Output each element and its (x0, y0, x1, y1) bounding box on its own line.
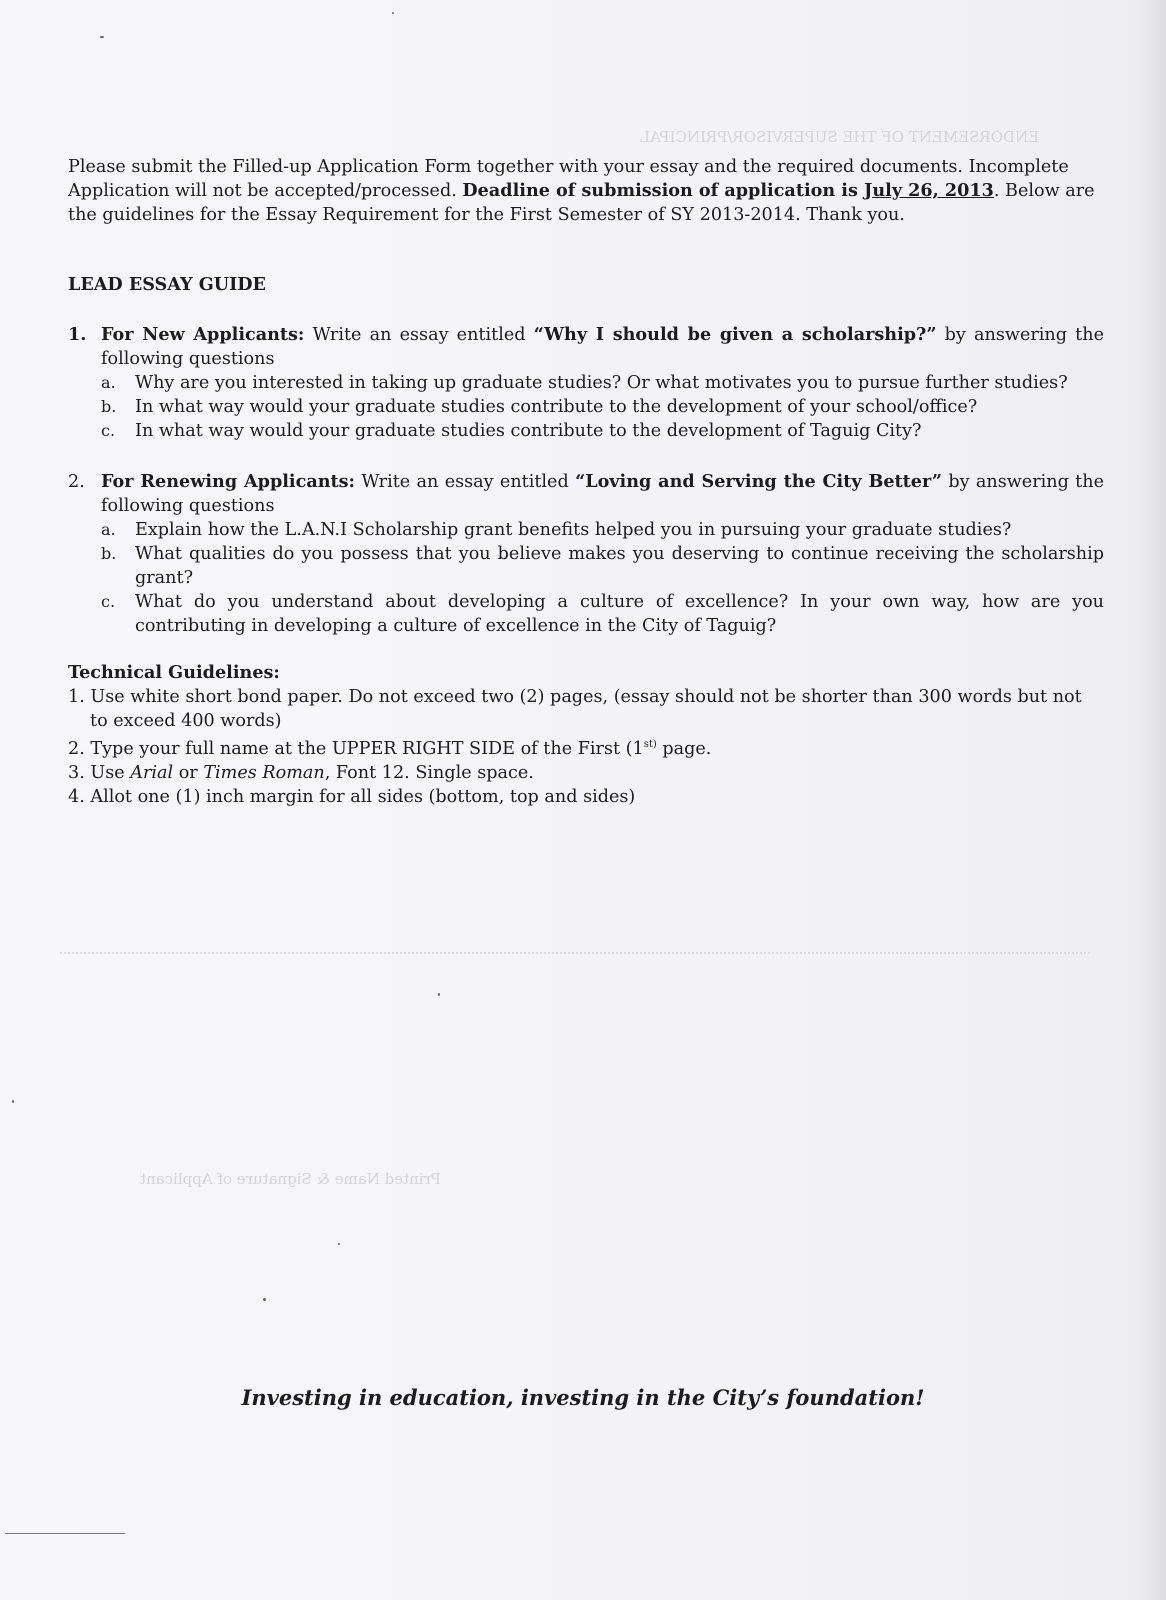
item-text: by answering the following questions (101, 472, 1104, 516)
deadline-label: Deadline of submission of application is (462, 180, 865, 201)
document-body (68, 155, 1104, 807)
essay-title: “Why I should be given a scholarship?” (533, 324, 937, 345)
guide-heading: LEAD ESSAY GUIDE (68, 274, 266, 295)
question-text: In what way would your graduate studies contribute to the development of Taguig City? (135, 421, 922, 441)
technical-heading: Technical Guidelines: (68, 662, 280, 683)
question-letter: c. (101, 592, 116, 611)
guide-item-renewing-applicants (68, 470, 1104, 638)
scan-mark-line (5, 1533, 125, 1534)
question-letter: a. (101, 373, 116, 392)
bleed-through-dotted-line (60, 952, 1090, 954)
superscript: st) (643, 739, 657, 750)
bleed-through-text: Printed Name & Signature of Applicant (140, 1170, 441, 1188)
scan-speck (338, 1243, 340, 1245)
guide-item-new-applicants (68, 323, 1104, 443)
question-item (101, 419, 1104, 443)
item-number: 1. (68, 324, 87, 345)
item-text: by answering the following questions (101, 325, 1104, 369)
page-edge-shadow (1132, 0, 1166, 1600)
question-item (101, 590, 1104, 638)
question-text: Why are you interested in taking up graduate studies? Or what motivates you to pursue further studies? (135, 373, 1068, 393)
question-item (101, 395, 1104, 419)
item-label: For New Applicants: (101, 324, 305, 345)
question-text: Explain how the L.A.N.I Scholarship grant benefits helped you in pursuing your graduate studies? (135, 520, 1012, 540)
technical-text: 3. Use (68, 762, 131, 783)
question-text: What do you understand about developing a culture of excellence? In your own way, how are you contributing in developing a culture of excellence in the City of Taguig? (135, 592, 1104, 636)
question-item (101, 518, 1104, 542)
technical-item (68, 733, 1104, 761)
scan-speck (12, 1100, 14, 1103)
item-text: Write an essay entitled (355, 472, 576, 492)
technical-text: 2. Type your full name at the UPPER RIGHT SIDE of the First (1 (68, 738, 644, 759)
question-letter: b. (101, 397, 117, 416)
item-number: 2. (68, 472, 85, 492)
question-text: What qualities do you possess that you believe makes you deserving to continue receiving the scholarship grant? (135, 544, 1104, 588)
item-label: For Renewing Applicants: (101, 471, 356, 492)
question-letter: b. (101, 544, 117, 563)
scan-speck (100, 36, 104, 38)
technical-item: 1. Use white short bond paper. Do not exceed two (2) pages, (essay should not be shorter than 300 words but not to exceed 400 words) (68, 687, 1082, 731)
font-name: Arial (130, 762, 174, 783)
deadline-date: July 26, 2013 (864, 180, 994, 201)
font-name: Times Roman (203, 762, 325, 783)
intro-paragraph (68, 155, 1104, 227)
technical-item: 4. Allot one (1) inch margin for all sides (bottom, top and sides) (68, 786, 636, 807)
footer-tagline: Investing in education, investing in the City’s foundation! (241, 1385, 925, 1410)
intro-text-end: . Below are the guidelines for the Essay Requirement for the First Semester of SY 2013-2014. Thank you. (68, 181, 1095, 225)
bleed-through-text: ENDORSEMENT OF THE SUPERVISOR/PRINCIPAL (640, 128, 1040, 146)
scan-speck (263, 1298, 266, 1301)
technical-text: page. (656, 738, 712, 759)
technical-text: or (173, 762, 204, 783)
question-letter: a. (101, 520, 116, 539)
question-item (101, 542, 1104, 590)
essay-title: “Loving and Serving the City Better” (575, 471, 943, 492)
question-item (101, 371, 1104, 395)
scan-speck (438, 993, 440, 996)
technical-text: , Font 12. Single space. (324, 762, 534, 783)
technical-guidelines (68, 661, 1104, 809)
intro-text: Please submit the Filled-up Application Form together with your essay and the required documents. Incomplete Application will not be accepted/processed. (68, 157, 1069, 201)
technical-item (68, 761, 1104, 785)
item-text: Write an essay entitled (304, 325, 534, 345)
question-text: In what way would your graduate studies contribute to the development of your school/office? (135, 397, 978, 417)
scan-speck (392, 12, 394, 14)
question-letter: c. (101, 421, 116, 440)
